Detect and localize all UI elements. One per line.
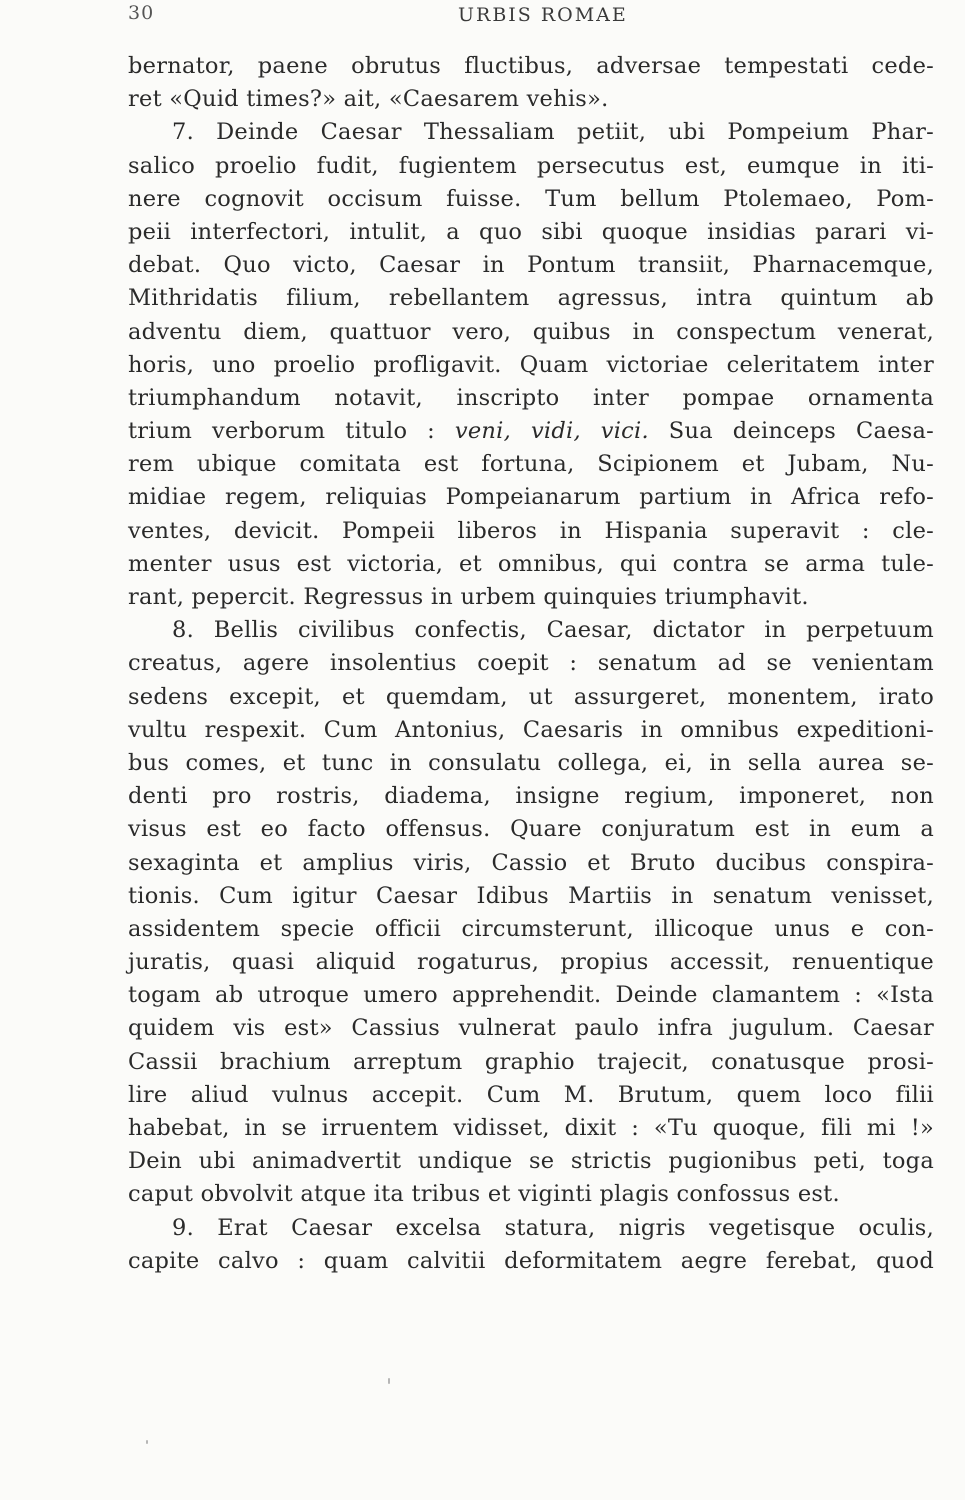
text-line: denti pro rostris, diadema, insigne regium, imponeret, non (128, 783, 934, 810)
text-line: quidem vis est» Cassius vulnerat paulo infra jugulum. Caesar (128, 1015, 934, 1042)
text-line: habebat, in se irruentem vidisset, dixit : «Tu quoque, fili mi !» (128, 1115, 934, 1141)
text-line: creatus, agere insolentius coepit : senatum ad se venientam (128, 650, 934, 677)
paragraph-first-line: 8. Bellis civilibus confectis, Caesar, dictator in perpetuum (172, 617, 934, 644)
text-line (128, 415, 934, 448)
text-line: Dein ubi animadvertit undique se strictis pugionibus peti, toga (128, 1148, 934, 1175)
text-line: sexaginta et amplius viris, Cassio et Bruto ducibus conspira- (128, 849, 934, 876)
text-line: horis, uno proelio profligavit. Quam victoriae celeritatem inter (128, 351, 934, 378)
text-line: nere cognovit occisum fuisse. Tum bellum Ptolemaeo, Pom- (128, 185, 934, 212)
text-line: assidentem specie officii circumsterunt, illicoque unus e con- (128, 915, 934, 942)
paragraph-first-line: 7. Deinde Caesar Thessaliam petiit, ubi Pompeium Phar- (172, 119, 934, 146)
text-line: salico proelio fudit, fugientem persecutus est, eumque in iti- (128, 152, 934, 179)
text-line: Mithridatis filium, rebellantem agressus, intra quintum ab (128, 285, 934, 312)
text-line: lire aliud vulnus accepit. Cum M. Brutum, quem loco filii (128, 1081, 934, 1108)
text-line: juratis, quasi aliquid rogaturus, propius accessit, renuentique (128, 949, 934, 976)
text-line: capite calvo : quam calvitii deformitatem aegre ferebat, quod (128, 1247, 934, 1274)
text-line: rant, pepercit. Regressus in urbem quinquies triumphavit. (128, 584, 809, 610)
text-line: midiae regem, reliquias Pompeianarum partium in Africa refo- (128, 484, 934, 511)
paper-speck (388, 1378, 390, 1384)
text-line: togam ab utroque umero apprehendit. Deinde clamantem : «Ista (128, 982, 934, 1009)
text-line: bus comes, et tunc in consulatu collega, ei, in sella aurea se- (128, 749, 934, 776)
text-line: sedens excepit, et quemdam, ut assurgeret, monentem, irato (128, 683, 934, 710)
running-head (0, 2, 965, 28)
italic-phrase: veni, vidi, vici. (454, 418, 649, 445)
text-line: visus est eo facto offensus. Quare conjuratum est in eum a (128, 816, 934, 843)
text-line: vultu respexit. Cum Antonius, Caesaris in omnibus expeditioni- (128, 716, 934, 743)
body-text (128, 50, 934, 1278)
text-line: menter usus est victoria, et omnibus, qui contra se arma tule- (128, 550, 934, 577)
text-line: bernator, paene obrutus fluctibus, adversae tempestati cede- (128, 53, 934, 79)
text-line: ret «Quid times?» ait, «Caesarem vehis». (128, 86, 609, 113)
text-segment: trium verborum titulo : (128, 418, 455, 445)
text-line: adventu diem, quattuor vero, quibus in conspectum venerat, (128, 318, 934, 345)
text-line: debat. Quo victo, Caesar in Pontum transiit, Pharnacemque, (128, 252, 934, 279)
text-line: Cassii brachium arreptum graphio trajecit, conatusque prosi- (128, 1048, 934, 1075)
text-line: rem ubique comitata est fortuna, Scipionem et Jubam, Nu- (128, 451, 934, 478)
header-title: URBIS ROMAE (458, 4, 628, 26)
text-line: caput obvolvit atque ita tribus et viginti plagis confossus est. (128, 1181, 840, 1208)
paragraph-first-line: 9. Erat Caesar excelsa statura, nigris vegetisque oculis, (172, 1214, 934, 1241)
text-line: tionis. Cum igitur Caesar Idibus Martiis in senatum venisset, (128, 882, 934, 909)
paper-speck (146, 1440, 148, 1444)
text-line: triumphandum notavit, inscripto inter pompae ornamenta (128, 384, 934, 411)
page-number: 30 (128, 2, 155, 24)
text-segment: Sua deinceps Caesa- (648, 418, 934, 445)
text-line: peii interfectori, intulit, a quo sibi quoque insidias parari vi- (128, 218, 934, 245)
text-line: ventes, devicit. Pompeii liberos in Hispania superavit : cle- (128, 517, 934, 544)
